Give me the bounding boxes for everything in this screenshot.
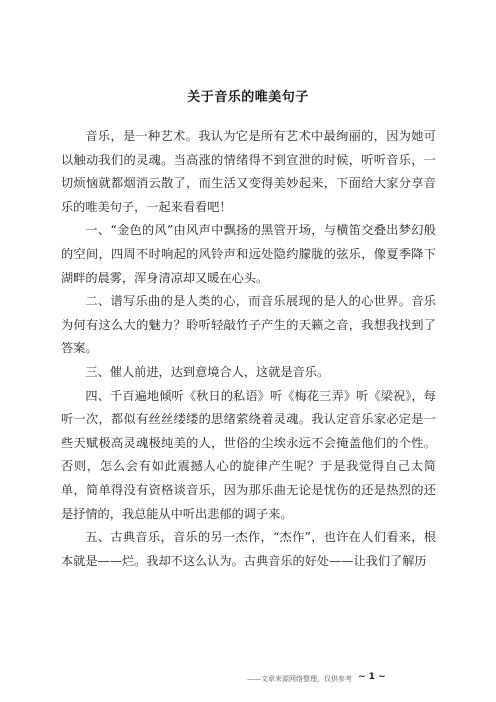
paragraph-5: 五、古典音乐，音乐的另一杰作，“杰作”，也许在人们看来，根本就是——烂。我却不这么认为。古典音乐的好处——让我们了解历	[61, 530, 436, 568]
page-number: ~ 1 ~	[358, 672, 386, 682]
paragraph-3: 三、催人前进，达到意境合人，这就是音乐。	[85, 364, 330, 379]
document-title: 关于音乐的唯美句子	[187, 90, 309, 105]
footer-source-note: ——文章来源网络整理，仅供参考	[247, 675, 352, 683]
paragraph-2: 二、谱写乐曲的是人类的心，而音乐展现的是人的心世界。音乐为何有这么大的魅力？聆听轻敲竹子产生的天籁之音，我想我找到了答案。	[61, 294, 436, 356]
document-body	[61, 125, 436, 573]
paragraph-1: 一、“金色的风”由风声中飘扬的黑管开场，与横笛交叠出梦幻般的空间，四周不时响起的风铃声和远处隐约朦胧的弦乐，像夏季降下湖畔的晨雾，浑身清凉却又暖在心头。	[61, 223, 436, 285]
paragraph-4: 四、千百遍地倾听《秋日的私语》听《梅花三弄》听《梁祝》，每听一次，都似有丝丝缕缕的思绪萦绕着灵魂。我认定音乐家必定是一些天赋极高灵魂极纯美的人，世俗的尘埃永远不会掩盖他们的个性。否则，怎么会有如此震撼人心的旋律产生呢？于是我觉得自己太简单，简单得没有资格谈音乐，因为那乐曲无论是忧伤的还是热烈的还是抒情的，我总能从中听出悲郁的调子来。	[61, 388, 436, 521]
paragraph-intro: 音乐，是一种艺术。我认为它是所有艺术中最绚丽的，因为她可以触动我们的灵魂。当高涨的情绪得不到宣泄的时候，听听音乐，一切烦恼就都烟消云散了，而生活又变得美妙起来，下面给大家分享音乐的唯美句子，一起来看看吧！	[61, 129, 436, 214]
page-footer	[0, 672, 496, 686]
